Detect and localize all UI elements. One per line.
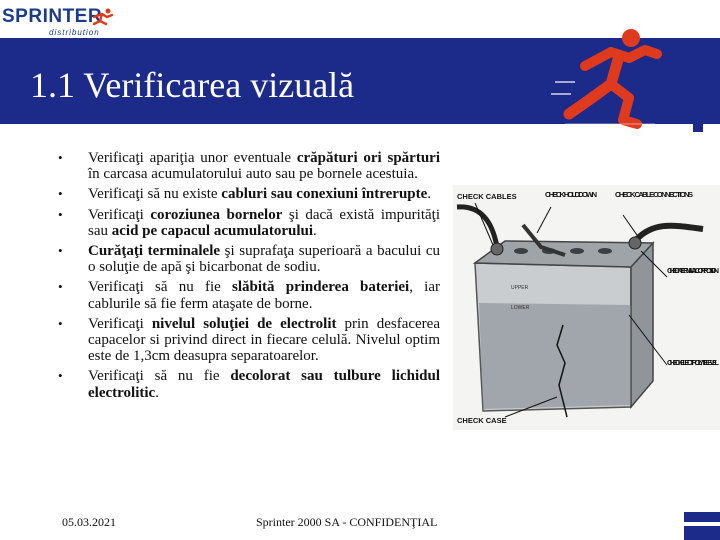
bullet-emphasis: cabluri sau conexiuni întrerupte bbox=[221, 186, 428, 203]
bullet-text: Verificaţi bbox=[88, 206, 151, 223]
bullet-emphasis: acid pe capacul acumulatorului bbox=[111, 222, 314, 239]
bullet-dot: • bbox=[58, 206, 63, 222]
bullet-text: Verificaţi să nu fie bbox=[88, 368, 231, 385]
logo-name: SPRINTER bbox=[2, 6, 103, 27]
bullet-item bbox=[58, 186, 440, 202]
bullet-text: prin desfacerea capacelor si privind direct in fiecare celulă. Nivelul optim este de 1,3cm deasupra separatoarelor. bbox=[88, 315, 440, 365]
footer-confidential: Sprinter 2000 SA - CONFIDENŢIAL bbox=[256, 515, 438, 529]
bullet-text: Verificaţi apariţia unor eventuale bbox=[88, 150, 297, 166]
bullet-item bbox=[58, 150, 440, 182]
bullet-dot: • bbox=[58, 315, 63, 331]
bullet-dot: • bbox=[58, 279, 63, 295]
label-lower: LOWER bbox=[511, 305, 530, 311]
label-check-cables: CHECK CABLES bbox=[457, 192, 517, 201]
bullet-item bbox=[58, 368, 440, 400]
footer-bar-top bbox=[684, 512, 720, 522]
label-check-cable-connections: CHECK CABLE CONNECTIONS bbox=[615, 190, 693, 199]
bullet-text: . bbox=[155, 384, 159, 401]
bullet-emphasis: nivelul soluţiei de electrolit bbox=[151, 315, 337, 332]
page-title: 1.1 Verificarea vizuală bbox=[30, 65, 355, 105]
bullet-item bbox=[58, 243, 440, 275]
bullet-item bbox=[58, 279, 440, 311]
label-check-electrolyte-level: CHECK ELECTROLYTE LEVEL bbox=[667, 358, 719, 367]
bullet-text: , iar cablurile să fie ferm ataşate de borne. bbox=[88, 279, 440, 312]
runner-logo-icon bbox=[90, 8, 114, 26]
bullet-dot: • bbox=[58, 150, 63, 165]
label-check-holddown: CHECK HOLDDOWN bbox=[545, 190, 597, 199]
bullet-dot: • bbox=[58, 368, 63, 384]
bullet-text: Verificaţi să nu existe bbox=[88, 186, 222, 203]
footer-bar-bottom bbox=[684, 526, 720, 540]
label-check-terminal-corrosion: CHECK TERMINAL CORROSION bbox=[667, 266, 719, 275]
bullet-emphasis: slăbită prinderea bateriei bbox=[232, 279, 410, 296]
bullet-item bbox=[58, 207, 440, 239]
battery-diagram-image bbox=[453, 185, 720, 430]
bullet-text: şi suprafaţa superioară a bacului cu o soluţie de apă şi bicarbonat de sodiu. bbox=[88, 243, 440, 276]
bullet-list bbox=[58, 150, 440, 405]
label-check-case: CHECK CASE bbox=[457, 416, 507, 425]
bullet-text: şi dacă există impurităţi sau bbox=[88, 206, 440, 239]
bullet-emphasis: coroziunea bornelor bbox=[150, 206, 283, 223]
logo-subtitle: distribution bbox=[49, 28, 100, 37]
bullet-emphasis: crăpături ori spărturi bbox=[296, 150, 440, 166]
plus-icon bbox=[680, 98, 716, 134]
bullet-emphasis: decolorat sau tulbure lichidul electrolitic bbox=[88, 368, 441, 401]
footer-date: 05.03.2021 bbox=[62, 515, 116, 529]
bullet-dot: • bbox=[58, 186, 63, 202]
bullet-text: . bbox=[427, 186, 432, 203]
bullet-text: . bbox=[313, 222, 317, 239]
bullet-text: Verificaţi să nu fie bbox=[88, 279, 233, 296]
company-logo bbox=[2, 4, 122, 38]
label-upper: UPPER bbox=[511, 285, 529, 291]
bullet-item bbox=[58, 316, 440, 365]
bullet-emphasis: Curăţaţi terminalele bbox=[88, 243, 221, 260]
bullet-text: în carcasa acumulatorului auto sau pe bornele acestuia. bbox=[88, 166, 418, 183]
bullet-dot: • bbox=[58, 243, 63, 259]
runner-icon bbox=[545, 22, 675, 132]
bullet-text: Verificaţi bbox=[88, 315, 152, 332]
